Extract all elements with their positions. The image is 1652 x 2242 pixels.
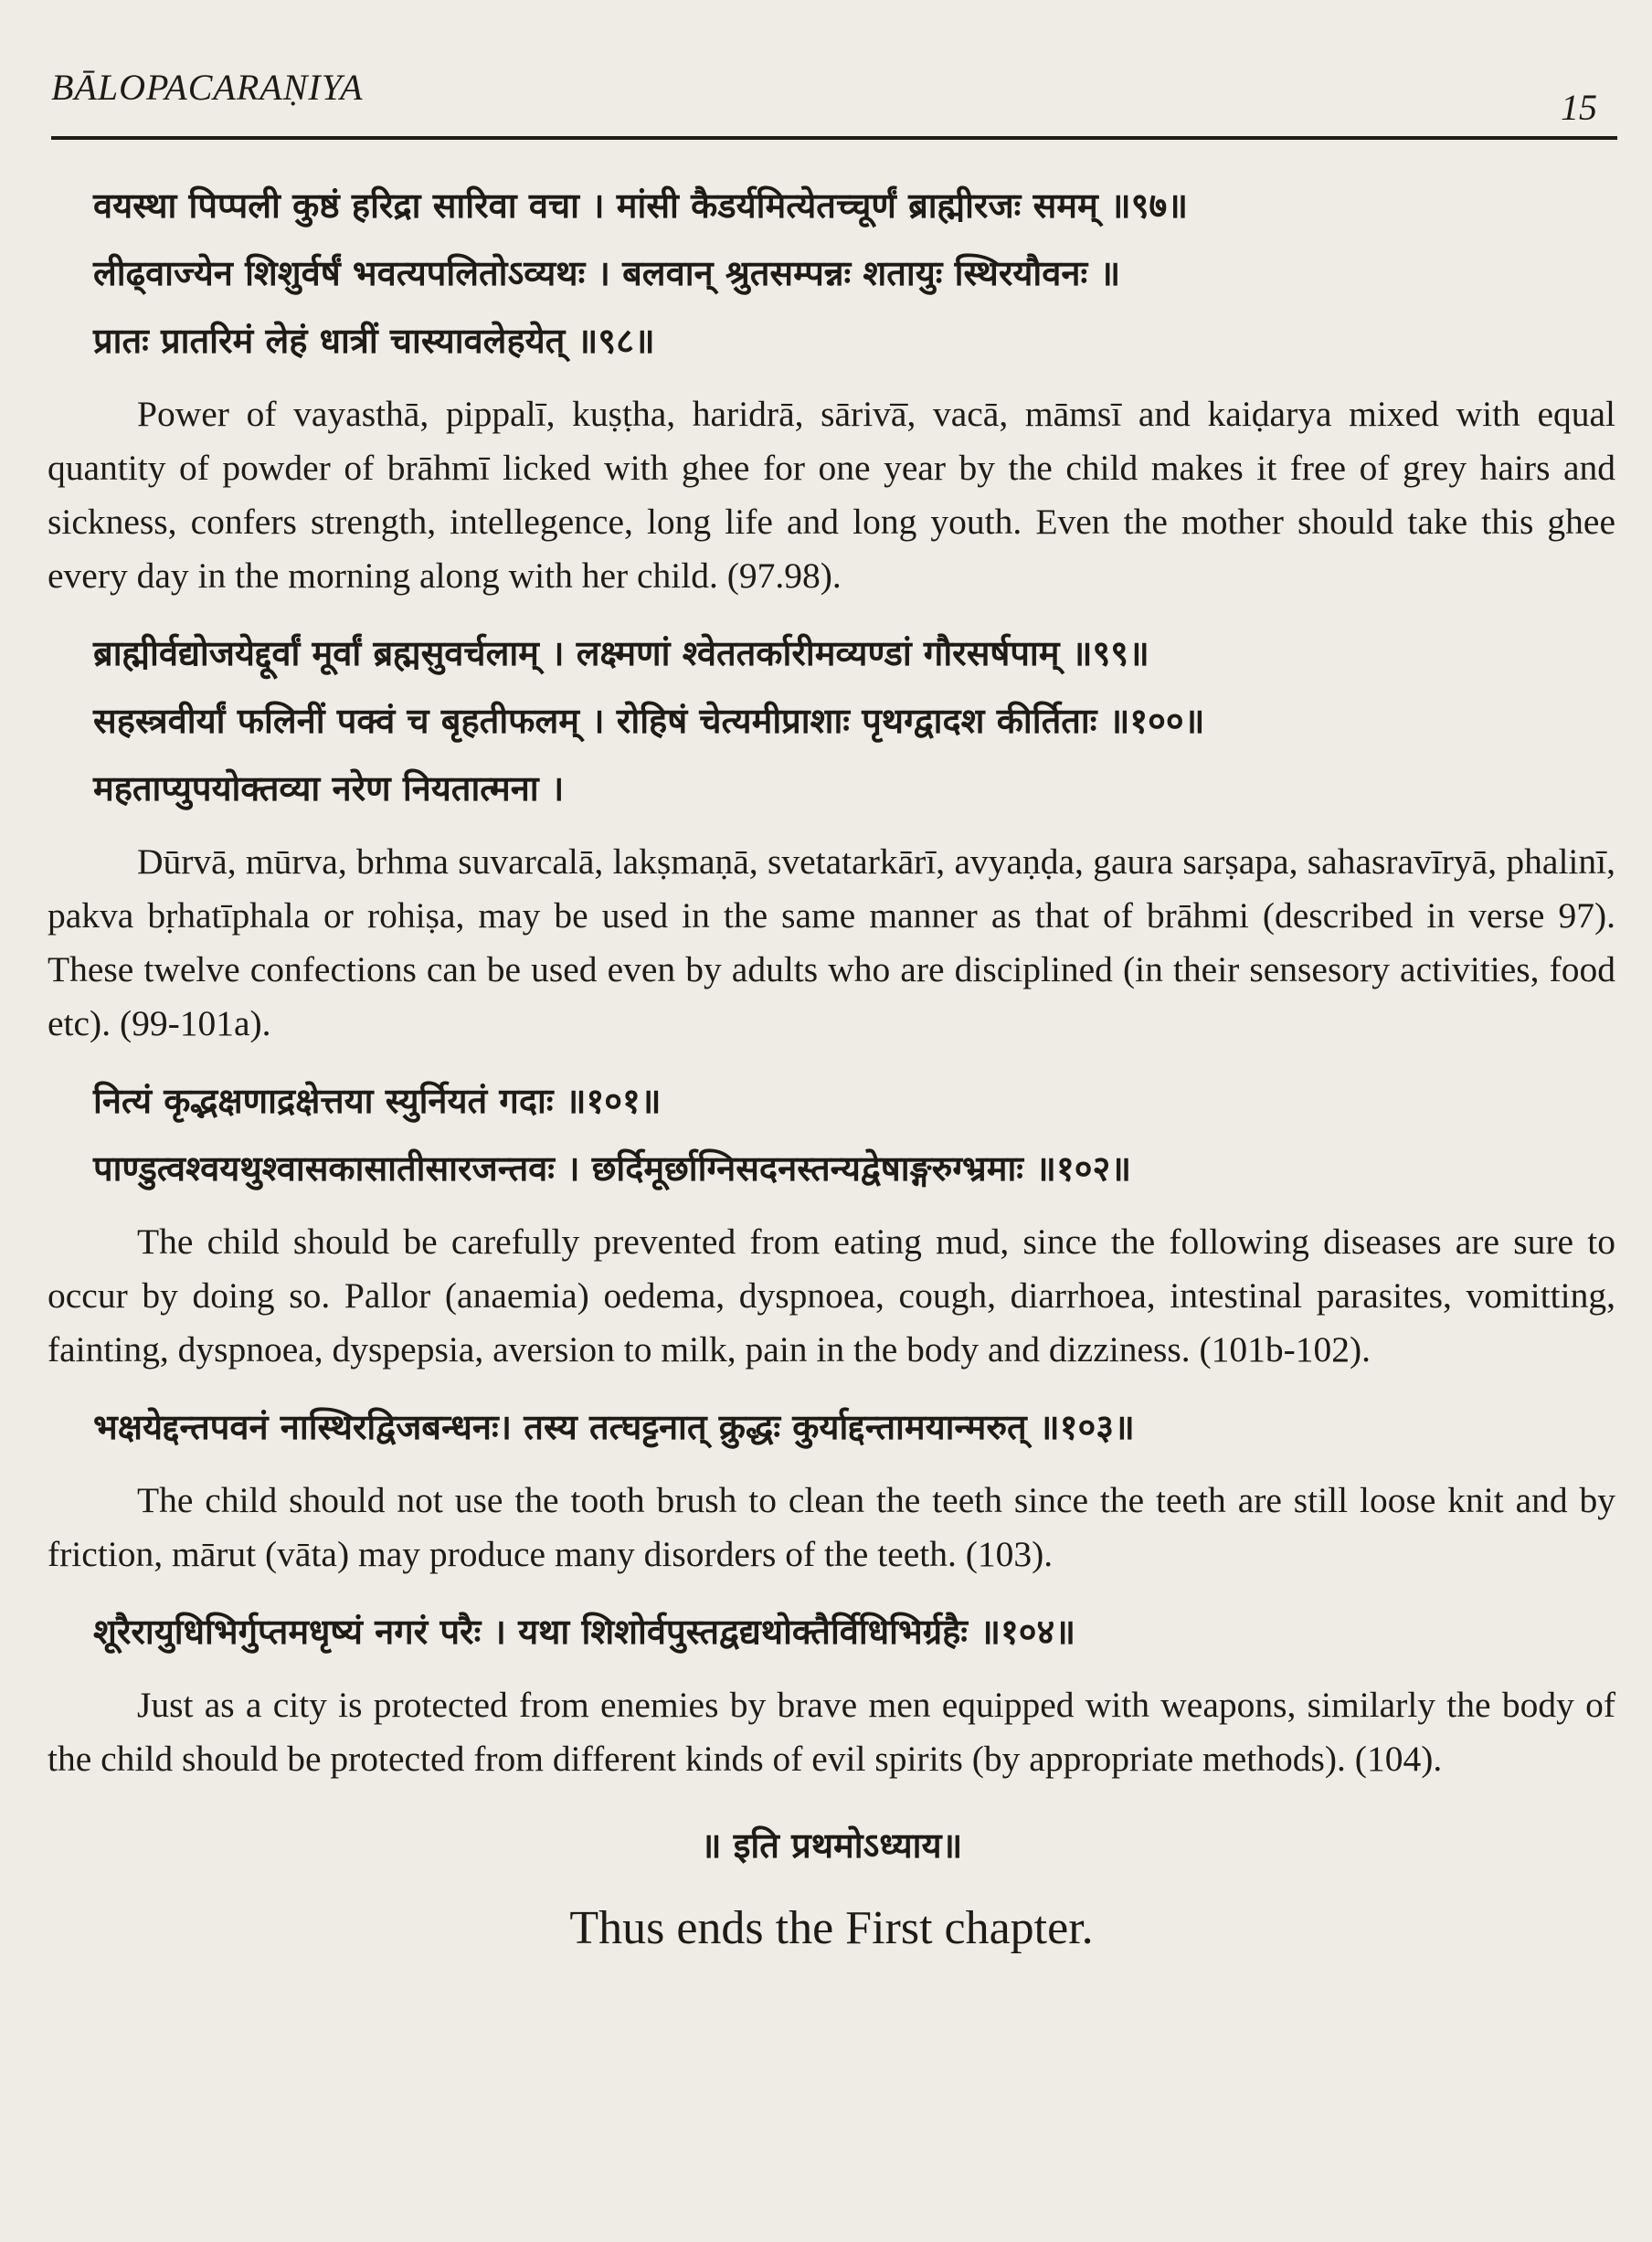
sanskrit-verse: प्रातः प्रातरिमं लेहं धात्रीं चास्यावलेहयेत् ॥९८॥: [93, 321, 655, 361]
sanskrit-verse: भक्षयेद्दन्तपवनं नास्थिरद्विजबन्धनः। तस्य तत्घट्टनात् क्रुद्धः कुर्याद्दन्तामयान्मरुत् ॥१०३॥: [93, 1407, 1135, 1447]
verse-block-104: [48, 1598, 1615, 1786]
english-translation: Power of vayasthā, pippalī, kuṣṭha, haridrā, sāriva̅, vacā, māmsī and kaiḍarya mixed with equal quantity of powder of brāhmī licked with ghee for one year by the child makes it free of grey hairs and sickness, confers strength, intellegence, long life and long youth. Even the mother should take this ghee every day in the morning along with her child. (97.98).: [48, 394, 1615, 596]
sanskrit-verse: लीढ्वाज्येन शिशुर्वर्षं भवत्यपलितोऽव्यथः । बलवान् श्रुतसम्पन्नः शतायुः स्थिरयौवनः ॥: [93, 253, 1121, 293]
verse-block-99-101a: [48, 619, 1615, 1051]
header-rule: [51, 136, 1617, 140]
sanskrit-verse: ब्राह्मीर्वद्योजयेद्दूर्वां मूर्वां ब्रह्मसुवर्चलाम् । लक्ष्मणां श्वेततर्कारीमव्यण्डां गौरसर्षपाम् ॥९९॥: [93, 633, 1149, 673]
sanskrit-verse: शूरैरायुधिभिर्गुप्तमधृष्यं नगरं परैः । यथा शिशोर्वपुस्तद्वद्यथोक्तैर्विधिभिर्ग्रहैः ॥१०४॥: [93, 1612, 1076, 1652]
page-number: 15: [1561, 87, 1597, 128]
english-translation: The child should not use the tooth brush to clean the teeth since the teeth are still loose knit and by friction, mārut (vāta) may produce many disorders of the teeth. (103).: [48, 1480, 1615, 1574]
sanskrit-verse: पाण्डुत्वश्वयथुश्वासकासातीसारजन्तवः । छर्दिमूर्छाग्निसदनस्तन्यद्वेषाङ्गरुग्भ्रमाः ॥१०२॥: [93, 1148, 1131, 1189]
sanskrit-verse: नित्यं कृद्भक्षणाद्रक्षेत्तया स्युर्नियतं गदाः ॥१०१॥: [93, 1081, 662, 1121]
sanskrit-verse: वयस्था पिप्पली कुष्ठं हरिद्रा सारिवा वचा । मांसी कैडर्यमित्येतच्चूर्णं ब्राह्मीरजः समम् ॥९७॥: [93, 185, 1188, 226]
chapter-colophon: ॥ इति प्रथमोऽध्याय॥: [700, 1825, 963, 1866]
verse-block-97-98: [48, 172, 1615, 603]
verse-block-101b-102: [48, 1067, 1615, 1377]
english-translation: Dūrvā, mūrva, brhma suvarcalā, lakṣmaṇā, svetatarkārī, avyaṇḍa, gaura sarṣapa, sahasravīryā, phalinī, pakva bṛhatīphala or rohiṣa, may be used in the same manner as that of brāhmi (described in verse 97). These twelve confections can be used even by adults who are disciplined (in their sensesory activities, food etc). (99-101a).: [48, 841, 1615, 1043]
english-translation: The child should be carefully prevented from eating mud, since the following diseases are sure to occur by doing so. Pallor (anaemia) oedema, dyspnoea, cough, diarrhoea, intestinal parasites, vomitting, fainting, dyspnoea, dyspepsia, aversion to milk, pain in the body and dizziness. (101b-102).: [48, 1221, 1615, 1370]
sanskrit-verse: सहस्त्रवीर्यां फलिनीं पक्वं च बृहतीफलम् । रोहिषं चेत्यमीप्राशाः पृथग्द्वादश कीर्तिताः ॥१००॥: [93, 701, 1205, 741]
chapter-end-text: Thus ends the First chapter.: [569, 1902, 1094, 1954]
english-translation: Just as a city is protected from enemies by brave men equipped with weapons, similarly the body of the child should be protected from different kinds of evil spirits (by appropriate methods). (104).: [48, 1685, 1615, 1779]
running-title: BĀLOPACARAṆIYA: [51, 67, 364, 108]
sanskrit-verse: महताप्युपयोक्तव्या नरेण नियतात्मना ।: [93, 768, 565, 809]
page-body: [48, 172, 1615, 1962]
verse-block-103: [48, 1393, 1615, 1581]
